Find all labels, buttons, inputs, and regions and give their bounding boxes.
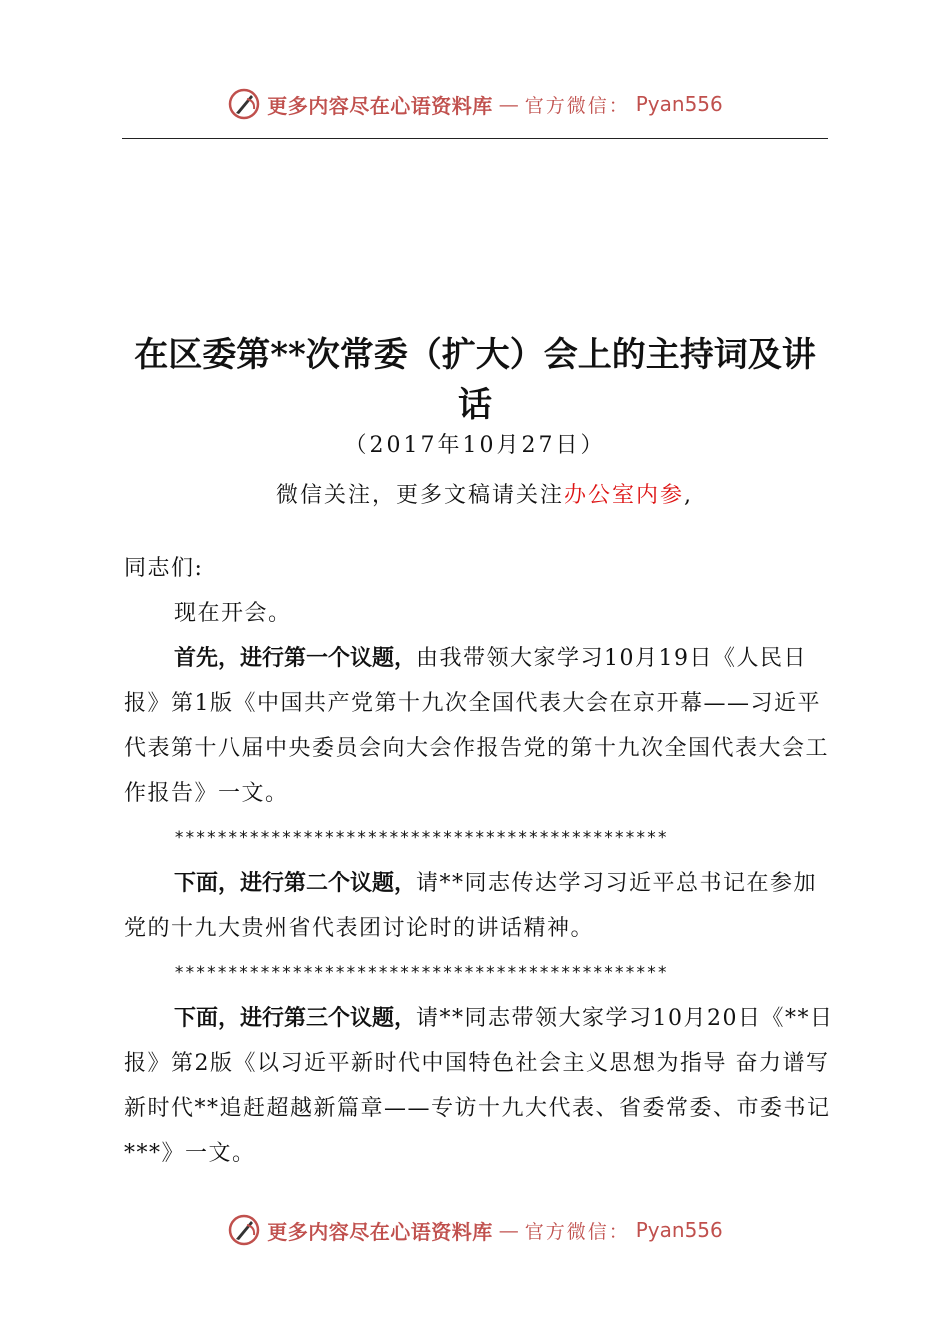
banner-wechat-label: 官方微信： <box>524 94 630 117</box>
divider-stars-2: ********************************************** <box>174 963 668 983</box>
title-line-1: 在区委第**次常委（扩大）会上的主持词及讲 <box>134 335 816 375</box>
agenda-item-3-text: 请**同志带领大家学习10月20日《**日报》第2版《以习近平新时代中国特色社会主义思想为指导 奋力谱写新时代**追赶超越新篇章——专访十九大代表、省委常委、市委书记***》一文。 <box>124 1006 834 1166</box>
follow-notice <box>276 478 693 509</box>
notice-suffix: , <box>684 483 694 508</box>
agenda-item-1-text: 由我带领大家学习10月19日《人民日报》第1版《中国共产党第十九次全国代表大会在京开幕——习近平代表第十八届中央委员会向大会作报告党的第十九次全国代表大会工作报告》一文。 <box>124 646 830 806</box>
agenda-item-2 <box>124 861 836 951</box>
banner-separator: — <box>498 92 519 116</box>
opening-line: 现在开会。 <box>174 601 292 626</box>
header-banner <box>0 84 950 124</box>
footer-banner <box>0 1210 950 1250</box>
divider-stars-1: ********************************************** <box>174 828 668 848</box>
footer-banner-separator: — <box>498 1218 519 1242</box>
agenda-item-3-lead: 下面，进行第三个议题， <box>174 1006 417 1031</box>
document-date: （2017年10月27日） <box>344 433 606 458</box>
agenda-item-3 <box>124 996 836 1176</box>
quill-logo-icon <box>227 1213 261 1247</box>
notice-prefix: 微信关注，更多文稿请关注 <box>276 483 565 508</box>
title-line-2: 话 <box>458 385 492 425</box>
agenda-item-2-text: 请**同志传达学习习近平总书记在参加党的十九大贵州省代表团讨论时的讲话精神。 <box>124 871 818 941</box>
footer-banner-wechat-label: 官方微信： <box>524 1220 630 1243</box>
footer-banner-title: 更多内容尽在心语资料库 <box>267 1219 493 1244</box>
banner-wechat-id: Pyan556 <box>635 92 723 116</box>
document-body <box>124 546 836 1176</box>
document-title <box>122 330 828 430</box>
header-divider <box>122 138 828 139</box>
agenda-item-1-lead: 首先，进行第一个议题， <box>174 646 417 671</box>
footer-banner-wechat-id: Pyan556 <box>635 1218 723 1242</box>
quill-logo-icon <box>227 87 261 121</box>
agenda-item-1 <box>124 636 836 816</box>
notice-link[interactable]: 办公室内参 <box>564 483 685 508</box>
agenda-item-2-lead: 下面，进行第二个议题， <box>174 871 417 896</box>
salutation: 同志们: <box>124 556 204 581</box>
banner-title: 更多内容尽在心语资料库 <box>267 93 493 118</box>
